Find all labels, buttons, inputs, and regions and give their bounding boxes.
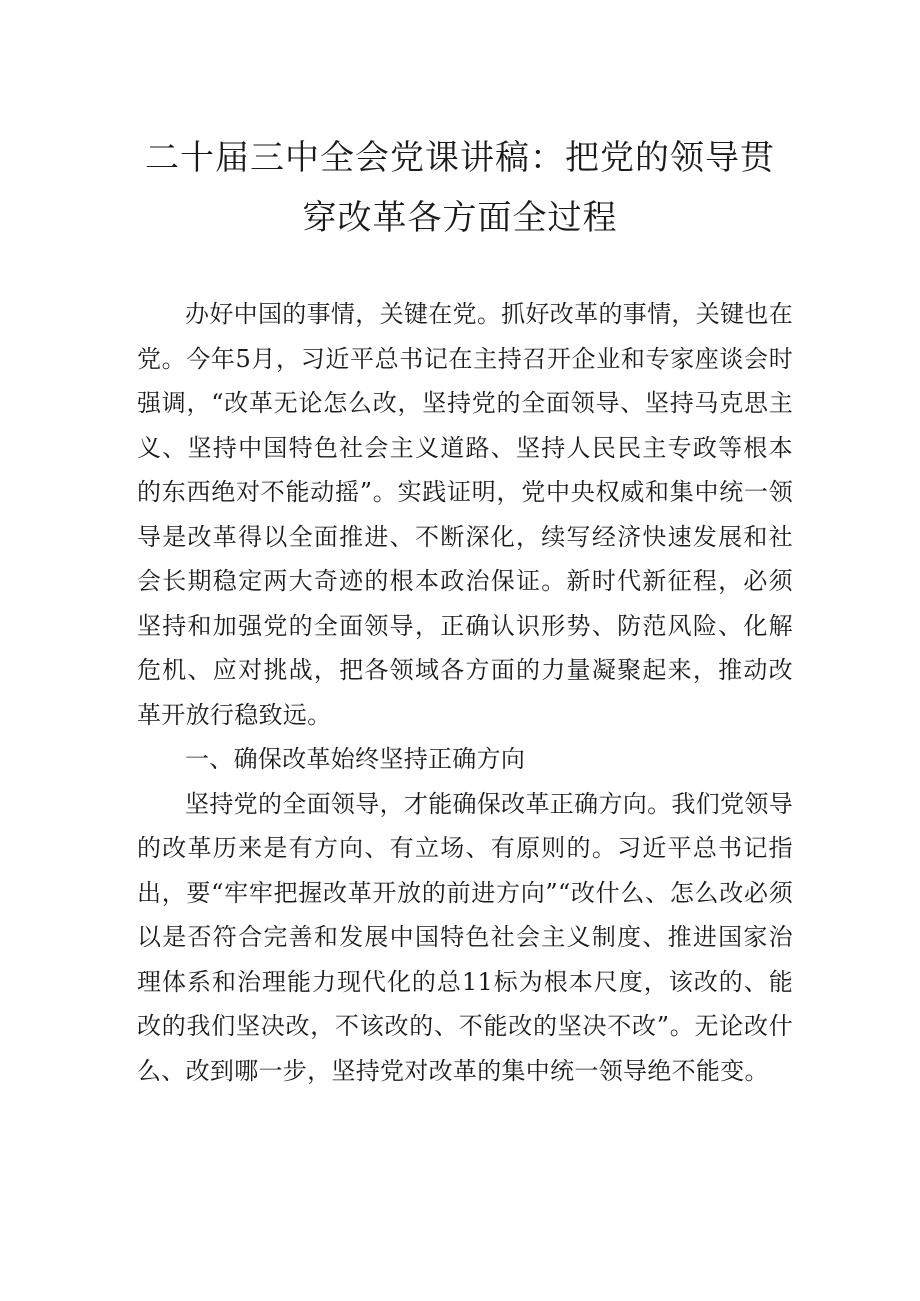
title-line-2: 穿改革各方面全过程 [302,198,618,238]
document-title [100,128,820,248]
title-line-1: 二十届三中全会党课讲稿：把党的领导贯 [145,138,775,178]
section-heading-1: 一、确保改革始终坚持正确方向 [185,745,526,773]
document-body [137,292,793,1093]
paragraph-intro: 办好中国的事情，关键在党。抓好改革的事情，关键也在党。今年5月，习近平总书记在主持召开企业和专家座谈会时强调，“改革无论怎么改，坚持党的全面领导、坚持马克思主义、坚持中国特色社会主义道路、坚持人民民主专政等根本的东西绝对不能动摇”。实践证明，党中央权威和集中统一领导是改革得以全面推进、不断深化，续写经济快速发展和社会长期稳定两大奇迹的根本政治保证。新时代新征程，必须坚持和加强党的全面领导，正确认识形势、防范风险、化解危机、应对挑战，把各领域各方面的力量凝聚起来，推动改革开放行稳致远。 [137,300,793,729]
paragraph-section-1: 坚持党的全面领导，才能确保改革正确方向。我们党领导的改革历来是有方向、有立场、有原则的。习近平总书记指出，要“牢牢把握改革开放的前进方向”“改什么、怎么改必须以是否符合完善和发展中国特色社会主义制度、推进国家治理体系和治理能力现代化的总11标为根本尺度，该改的、能改的我们坚决改，不该改的、不能改的坚决不改”。无论改什么、改到哪一步，坚持党对改革的集中统一领导绝不能变。 [137,789,793,1085]
